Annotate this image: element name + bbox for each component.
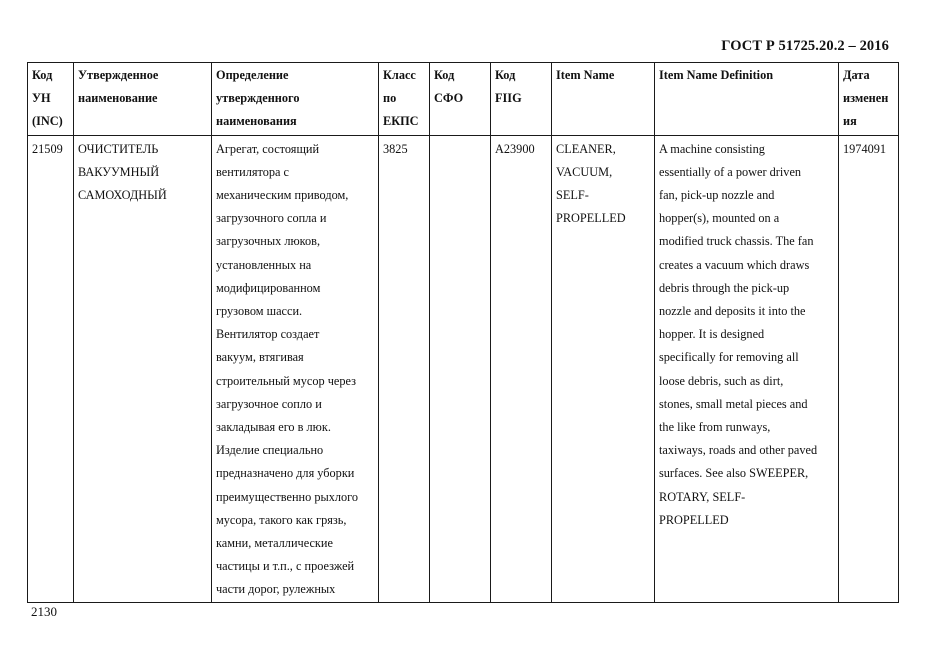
cell-text-line: CLEANER, [556,141,616,156]
column-header-line: наименование [78,91,158,106]
cell-text-line: частицы и т.п., с проезжей [216,559,355,574]
column-header-line: Утвержденное [78,68,159,82]
column-header-item-def [655,63,839,136]
column-header-line: изменен [843,91,889,106]
column-header-line: Определение [216,68,289,82]
column-header-sfo [430,63,491,136]
cell-text-line: stones, small metal pieces and [659,396,808,411]
cell-text-line: Вентилятор создает [216,327,320,342]
cell-text-line: мусора, такого как грязь, [216,512,347,527]
cell-text-line: механическим приводом, [216,188,349,203]
cell-text-line: modified truck chassis. The fan [659,234,814,249]
cell-text-line: модифицированном [216,280,321,295]
cell-text-line: САМОХОДНЫЙ [78,188,167,203]
cell-text-line: Изделие специально [216,443,324,458]
cell-text-line: ROTARY, SELF- [659,489,746,504]
cell-ekps [379,135,430,602]
cell-text-line: surfaces. See also SWEEPER, [659,466,809,481]
column-header-item-name [552,63,655,136]
cell-text-line: PROPELLED [556,211,626,226]
cell-text-line: debris through the pick-up [659,280,790,295]
cell-text-line: предназначено для уборки [216,466,355,481]
cell-text-line: закладывая его в люк. [216,420,331,435]
column-header-line: СФО [434,91,464,106]
column-header-line: ия [843,114,857,129]
cell-text-line: fan, pick-up nozzle and [659,188,775,203]
column-header-line: Item Name Definition [659,68,774,82]
column-header-line: наименования [216,114,297,129]
table-header-row [28,63,899,136]
page-number: 2130 [31,604,57,619]
cell-text-line: ВАКУУМНЫЙ [78,164,160,179]
cell-text-line: части дорог, рулежных [216,582,336,597]
column-header-line: Класс [383,68,416,82]
cell-text-line: загрузочного сопла и [216,211,327,226]
column-header-line: Дата [843,68,870,82]
cell-text-line: A machine consisting [659,141,765,156]
cell-text-line: 21509 [32,141,63,156]
cell-text-line: creates a vacuum which draws [659,257,810,272]
cell-item-name [552,135,655,602]
cell-text-line: вентилятора с [216,164,290,179]
cell-text-line: 3825 [383,141,408,156]
column-header-line: УН [32,91,51,106]
column-header-date [839,63,899,136]
column-header-name-ru [74,63,212,136]
column-header-line: по [383,91,397,106]
cell-text-line: Агрегат, состоящий [216,141,320,156]
cell-text-line: hopper(s), mounted on a [659,211,780,226]
column-header-line: Код [32,68,53,82]
cell-def-ru [212,135,379,602]
cell-text-line: преимущественно рыхлого [216,489,359,504]
column-header-ekps [379,63,430,136]
cell-item-def [655,135,839,602]
cell-text-line: nozzle and deposits it into the [659,304,806,319]
column-header-line: ЕКПС [383,114,419,129]
cell-fiig [491,135,552,602]
cell-text-line: вакуум, втягивая [216,350,304,365]
cell-text-line: SELF- [556,188,589,203]
column-header-def-ru [212,63,379,136]
cell-text-line: ОЧИСТИТЕЛЬ [78,141,159,156]
cell-text-line: загрузочных люков, [216,234,321,249]
standard-designation: ГОСТ Р 51725.20.2 – 2016 [721,38,889,54]
classification-table [27,62,899,603]
column-header-inc [28,63,74,136]
column-header-fiig [491,63,552,136]
cell-text-line: PROPELLED [659,512,729,527]
column-header-line: FIIG [495,91,522,106]
column-header-line: (INC) [32,114,63,129]
cell-text-line: taxiways, roads and other paved [659,443,818,458]
cell-text-line: essentially of a power driven [659,164,802,179]
cell-text-line: VACUUM, [556,164,613,179]
cell-text-line: строительный мусор через [216,373,356,388]
cell-text-line: загрузочное сопло и [216,396,322,411]
table-row [28,135,899,602]
column-header-line: утвержденного [216,91,300,106]
column-header-line: Код [434,68,455,82]
cell-text-line: установленных на [216,257,312,272]
cell-text-line: loose debris, such as dirt, [659,373,784,388]
cell-date [839,135,899,602]
cell-inc [28,135,74,602]
cell-name-ru [74,135,212,602]
column-header-line: Код [495,68,516,82]
cell-text-line: A23900 [495,141,535,156]
cell-text-line: камни, металлические [216,536,333,551]
cell-text-line: hopper. It is designed [659,327,765,342]
cell-sfo [430,135,491,602]
cell-text-line: the like from runways, [659,420,771,435]
cell-text-line: 1974091 [843,141,887,156]
cell-text-line: грузовом шасси. [216,304,303,319]
column-header-line: Item Name [556,68,615,82]
cell-text-line: specifically for removing all [659,350,799,365]
